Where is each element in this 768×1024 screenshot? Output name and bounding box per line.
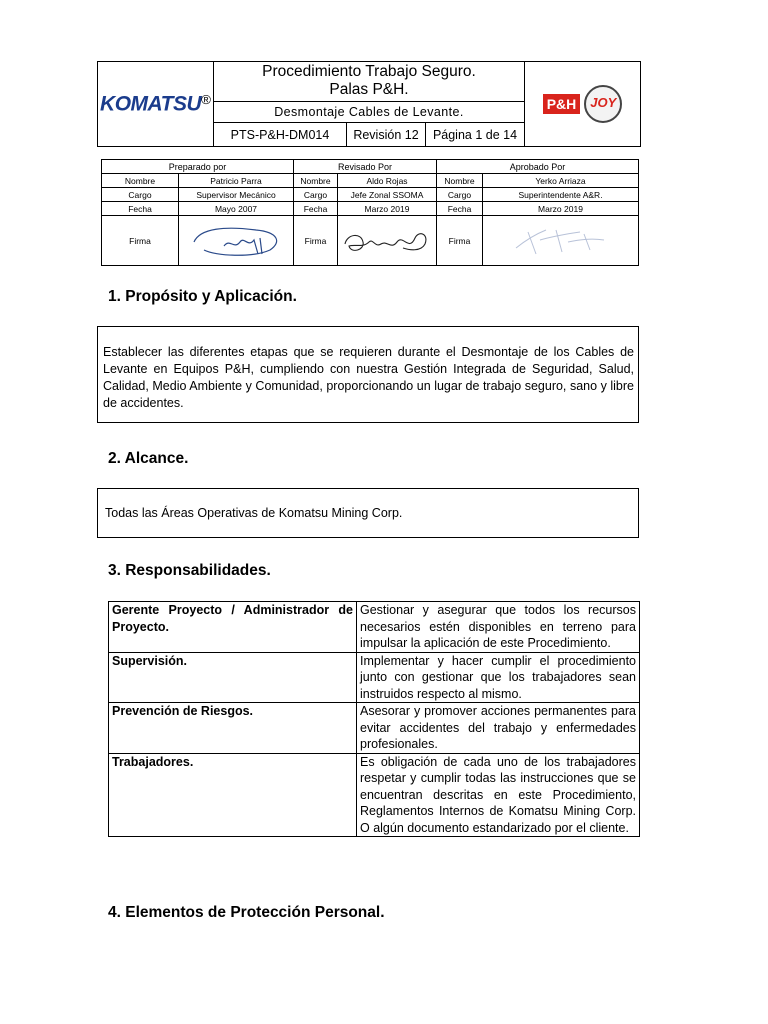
document-page: Página 1 de 14 bbox=[426, 123, 525, 147]
signature-icon bbox=[186, 220, 286, 260]
role-cell: Supervisión. bbox=[109, 652, 357, 703]
table-row bbox=[109, 652, 640, 703]
nombre-label: Nombre bbox=[102, 174, 179, 188]
section-3-title: 3. Responsabilidades. bbox=[108, 562, 271, 579]
ph-joy-logo bbox=[525, 62, 641, 147]
desc-cell: Implementar y hacer cumplir el procedimiento junto con gestionar que los trabajadores sean instruidos respecto al mismo. bbox=[357, 652, 640, 703]
signature-icon bbox=[339, 220, 435, 260]
approved-cargo: Superintendente A&R. bbox=[483, 188, 639, 202]
cargo-label: Cargo bbox=[437, 188, 483, 202]
purpose-box bbox=[97, 326, 639, 423]
prepared-nombre: Patricio Parra bbox=[179, 174, 294, 188]
approved-fecha: Marzo 2019 bbox=[483, 202, 639, 216]
document-title bbox=[214, 62, 525, 102]
approved-by-header: Aprobado Por bbox=[437, 160, 639, 174]
firma-label: Firma bbox=[437, 216, 483, 266]
document-revision: Revisión 12 bbox=[347, 123, 426, 147]
responsibilities-table bbox=[108, 601, 640, 837]
prepared-fecha: Mayo 2007 bbox=[179, 202, 294, 216]
reviewed-fecha: Marzo 2019 bbox=[338, 202, 437, 216]
reviewed-by-header: Revisado Por bbox=[294, 160, 437, 174]
firma-label: Firma bbox=[102, 216, 179, 266]
fecha-label: Fecha bbox=[437, 202, 483, 216]
reviewed-nombre: Aldo Rojas bbox=[338, 174, 437, 188]
prepared-by-header: Preparado por bbox=[102, 160, 294, 174]
joy-logo: JOY bbox=[584, 85, 622, 123]
desc-cell: Gestionar y asegurar que todos los recursos necesarios estén disponibles en terreno para impulsar la aplicación de este Procedimiento. bbox=[357, 602, 640, 653]
approval-table bbox=[101, 159, 639, 266]
cargo-label: Cargo bbox=[294, 188, 338, 202]
role-cell: Trabajadores. bbox=[109, 753, 357, 837]
role-cell: Gerente Proyecto / Administrador de Proyecto. bbox=[109, 602, 357, 653]
nombre-label: Nombre bbox=[294, 174, 338, 188]
table-row bbox=[109, 753, 640, 837]
scope-box bbox=[97, 488, 639, 538]
section-1-title: 1. Propósito y Aplicación. bbox=[108, 288, 297, 305]
purpose-text: Establecer las diferentes etapas que se requieren durante el Desmontaje de los Cables de Levante en Equipos P&H, cumpliendo con nuestra Gestión Integrada de Seguridad, Salud, Calidad, Medio Ambiente y Comunidad, proporcionando un lugar de trabajo seguro, sano y libre de accidentes. bbox=[103, 345, 634, 410]
desc-cell: Es obligación de cada uno de los trabajadores respetar y cumplir todas las instrucciones que se encuentran descritas en este Procedimiento, Reglamentos Internos de Komatsu Mining Corp. O algún documento estandarizado por el cliente. bbox=[357, 753, 640, 837]
fecha-label: Fecha bbox=[294, 202, 338, 216]
section-4-title: 4. Elementos de Protección Personal. bbox=[108, 904, 385, 921]
table-row bbox=[109, 602, 640, 653]
prepared-signature bbox=[179, 216, 294, 266]
firma-label: Firma bbox=[294, 216, 338, 266]
title-line-2: Palas P&H. bbox=[329, 81, 409, 99]
nombre-label: Nombre bbox=[437, 174, 483, 188]
document-subtitle: Desmontaje Cables de Levante. bbox=[214, 101, 525, 123]
signature-icon bbox=[506, 220, 616, 260]
approved-nombre: Yerko Arriaza bbox=[483, 174, 639, 188]
reviewed-cargo: Jefe Zonal SSOMA bbox=[338, 188, 437, 202]
approved-signature bbox=[483, 216, 639, 266]
cargo-label: Cargo bbox=[102, 188, 179, 202]
role-cell: Prevención de Riesgos. bbox=[109, 703, 357, 754]
section-2-title: 2. Alcance. bbox=[108, 450, 189, 467]
title-line-1: Procedimiento Trabajo Seguro. bbox=[262, 63, 476, 81]
fecha-label: Fecha bbox=[102, 202, 179, 216]
prepared-cargo: Supervisor Mecánico bbox=[179, 188, 294, 202]
ph-logo: P&H bbox=[543, 94, 581, 114]
scope-text: Todas las Áreas Operativas de Komatsu Mining Corp. bbox=[105, 506, 403, 520]
document-header bbox=[97, 61, 641, 147]
desc-cell: Asesorar y promover acciones permanentes para evitar accidentes del trabajo y enfermedades profesionales. bbox=[357, 703, 640, 754]
table-row bbox=[109, 703, 640, 754]
reviewed-signature bbox=[338, 216, 437, 266]
komatsu-logo: KOMATSU® bbox=[98, 62, 214, 147]
document-code: PTS-P&H-DM014 bbox=[214, 123, 347, 147]
